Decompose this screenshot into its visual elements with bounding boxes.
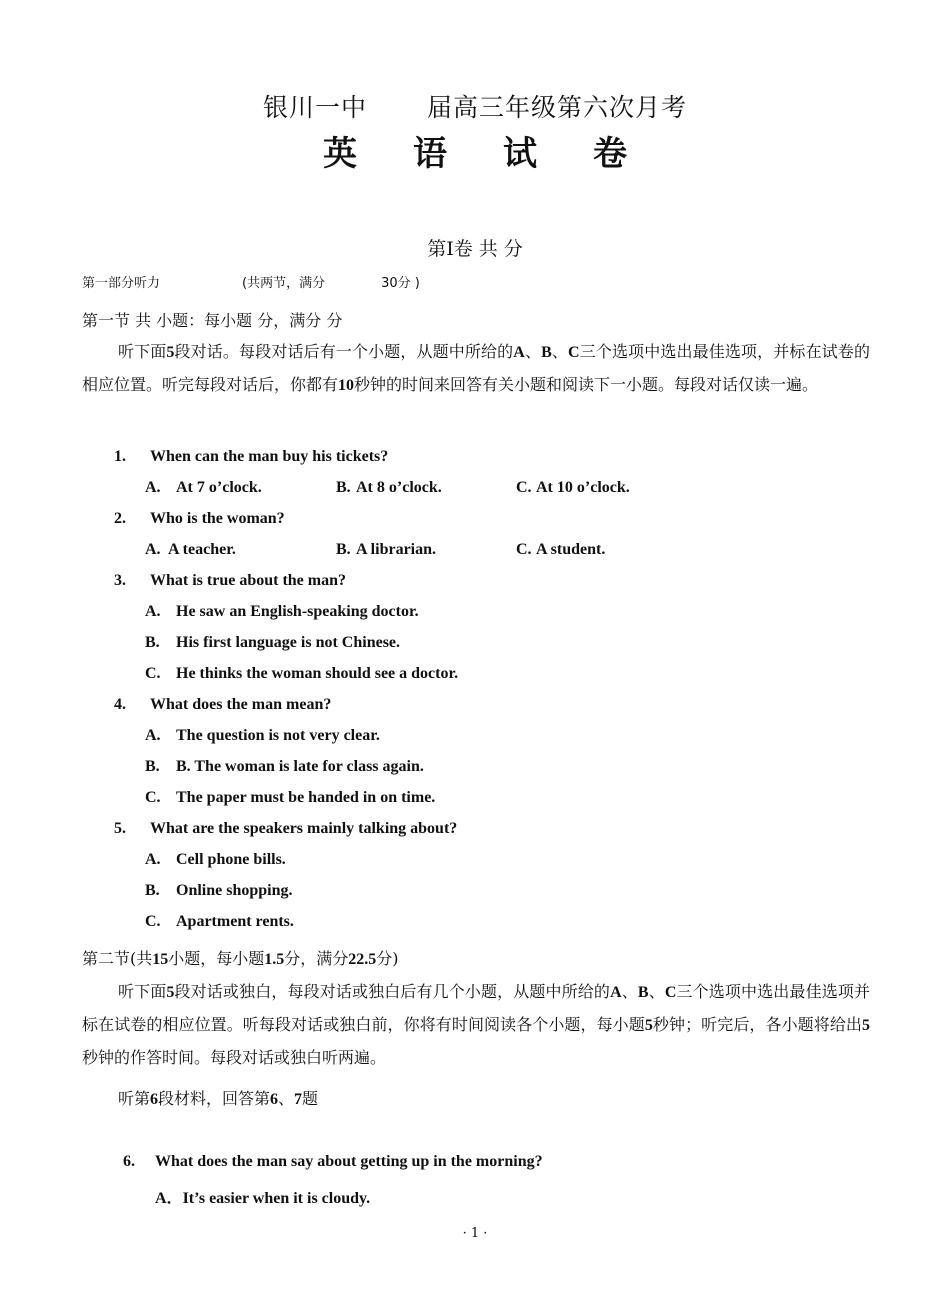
section2-instructions: 听下面5段对话或独白，每段对话或独白后有几个小题，从题中所给的A、B、C三个选项中选出最佳选项并标在试卷的相应位置。听每段对话或独白前，你将有时间阅读各个小题，每小题5秒钟；听完后，各小题将给出5秒钟的作答时间。每段对话或独白听两遍。	[82, 982, 870, 1067]
question-6-option-a: A．It’s easier when it is cloudy.	[155, 1190, 371, 1207]
school-name: 银川一中	[262, 93, 367, 122]
question-1: 1. When can the man buy his tickets?	[114, 448, 389, 465]
part1-title	[82, 272, 420, 291]
exam-name: 届高三年级第六次月考	[427, 93, 688, 122]
question-1-options: A. At 7 o’clock. B. At 8 o’clock. C. At 10 o’clock.	[145, 479, 630, 496]
question-4-option-a: A. The question is not very clear.	[145, 727, 380, 744]
question-3-option-c: C. He thinks the woman should see a doctor.	[145, 665, 459, 682]
question-3: 3. What is true about the man?	[114, 572, 347, 589]
question-4-option-c: C. The paper must be handed in on time.	[145, 789, 436, 806]
section1-heading: 第一节 共 小题：每小题 分，满分 分	[82, 311, 343, 330]
part1-score: 30分 )	[381, 276, 420, 291]
school-title	[0, 88, 950, 124]
question-3-option-b: B. His first language is not Chinese.	[145, 634, 401, 651]
question-6: 6. What does the man say about getting up in the morning?	[123, 1153, 543, 1170]
question-5-option-c: C. Apartment rents.	[145, 913, 294, 930]
question-5-option-b: B. Online shopping.	[145, 882, 293, 899]
question-2-options: A. A teacher. B. A librarian. C. A student.	[145, 541, 606, 558]
question-5: 5. What are the speakers mainly talking about?	[114, 820, 458, 837]
subject-char: 卷	[593, 134, 627, 174]
question-2: 2. Who is the woman?	[114, 510, 285, 527]
material-note: 听第6段材料，回答第6、7题	[118, 1089, 319, 1108]
question-4: 4. What does the man mean?	[114, 696, 332, 713]
volume-title: 第Ⅰ卷 共 分	[427, 238, 523, 260]
subject-title	[0, 126, 950, 175]
question-5-option-a: A. Cell phone bills.	[145, 851, 286, 868]
section2-heading: 第二节(共15小题，每小题1.5分，满分22.5分)	[82, 949, 399, 968]
question-4-option-b: B. B. The woman is late for class again.	[145, 758, 424, 775]
section1-instructions: 听下面5段对话。每段对话后有一个小题，从题中所给的A、B、C三个选项中选出最佳选项，并标在试卷的相应位置。听完每段对话后，你都有10秒钟的时间来回答有关小题和阅读下一小题。每段对话仅读一遍。	[82, 342, 870, 394]
part1-name: 第一部分听力	[82, 276, 161, 291]
subject-char: 英	[323, 134, 357, 174]
question-3-option-a: A. He saw an English-speaking doctor.	[145, 603, 419, 620]
page-number: · 1 ·	[462, 1226, 488, 1241]
subject-char: 试	[503, 134, 537, 174]
part1-note: (共两节，满分	[242, 276, 326, 291]
subject-char: 语	[413, 134, 447, 174]
